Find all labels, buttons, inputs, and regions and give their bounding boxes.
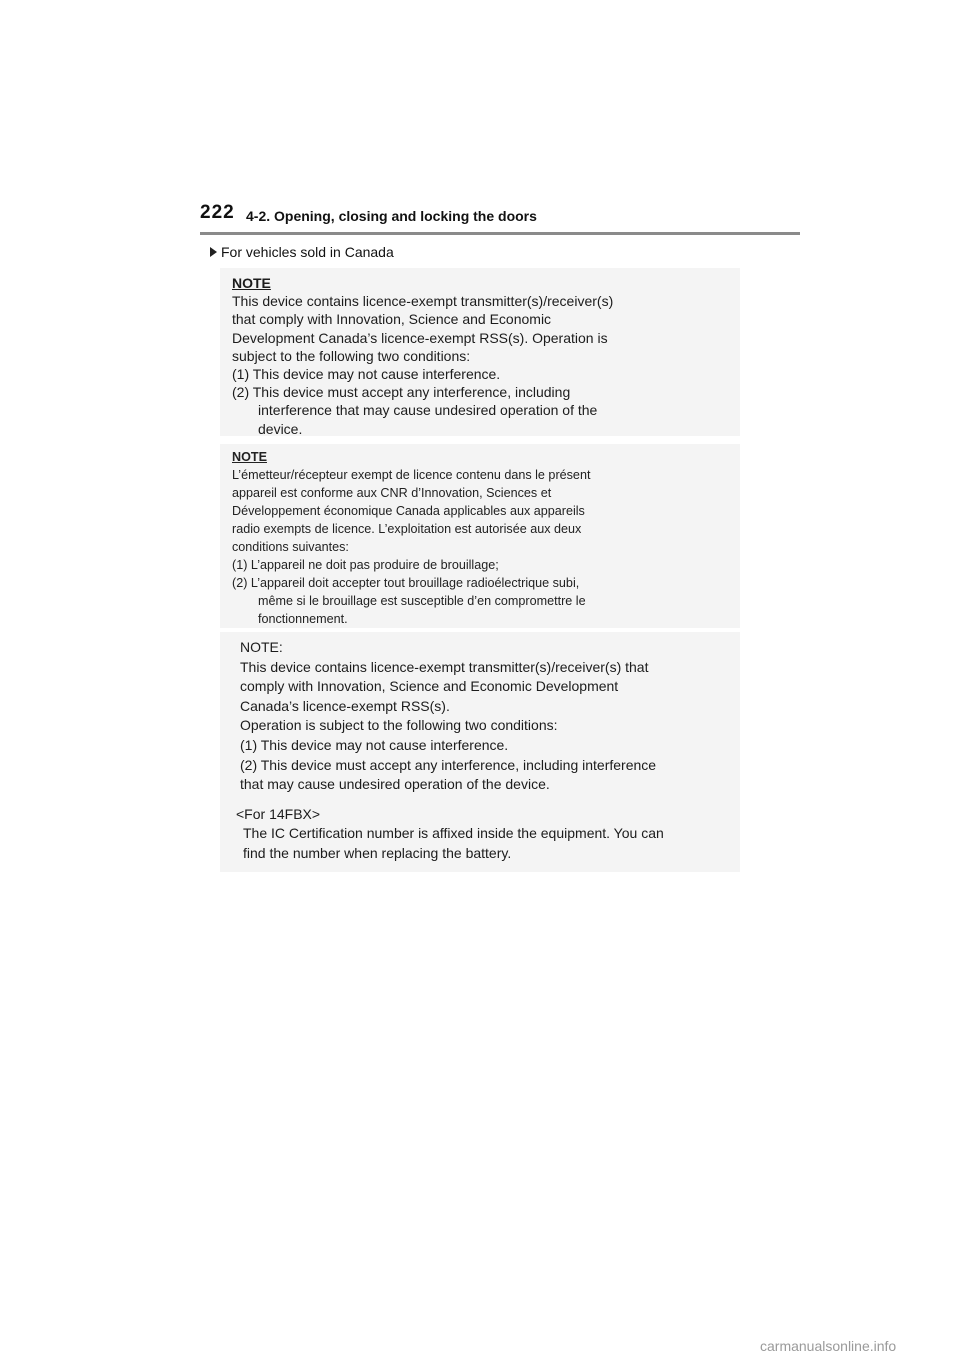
- notice-line: appareil est conforme aux CNR d’Innovation, Sciences et: [232, 486, 552, 500]
- watermark: carmanualsonline.info: [760, 1338, 897, 1354]
- triangle-right-icon: [210, 247, 217, 257]
- notice-line: (1) This device may not cause interference.: [232, 366, 501, 383]
- notice-english: [220, 268, 740, 436]
- notice-line: (2) This device must accept any interference, including interference: [240, 756, 657, 773]
- notice-line: L’émetteur/récepteur exempt de licence contenu dans le présent: [232, 468, 591, 482]
- notice-line: (1) L’appareil ne doit pas produire de brouillage;: [232, 558, 499, 572]
- notice-line: subject to the following two conditions:: [232, 347, 471, 364]
- notice-line: device.: [258, 420, 303, 437]
- notice-ic: [220, 632, 740, 872]
- notice-title: NOTE: [232, 450, 267, 464]
- notice-title: NOTE:: [240, 639, 283, 655]
- notice-line: Développement économique Canada applicables aux appareils: [232, 504, 585, 518]
- notice-line: (2) L’appareil doit accepter tout brouillage radioélectrique subi,: [232, 576, 580, 590]
- notice-line: This device contains licence-exempt transmitter(s)/receiver(s) that: [240, 658, 649, 675]
- notice-line: interference that may cause undesired operation of the: [258, 402, 598, 419]
- notice-title: NOTE: [232, 275, 271, 291]
- notice-line: that may cause undesired operation of the device.: [240, 776, 550, 793]
- subsection-label: For vehicles sold in Canada: [221, 244, 394, 260]
- ic-certification-line: The IC Certification number is affixed inside the equipment. You can: [243, 825, 664, 842]
- notice-line: Operation is subject to the following two conditions:: [240, 717, 558, 734]
- ic-certification-line: find the number when replacing the battery.: [243, 844, 512, 861]
- notice-line: (2) This device must accept any interference, including: [232, 384, 571, 401]
- notice-line: comply with Innovation, Science and Economic Development: [240, 678, 619, 695]
- notice-line: Canada’s licence-exempt RSS(s).: [240, 697, 450, 714]
- model-label: <For 14FBX>: [236, 805, 321, 822]
- section-title: 4-2. Opening, closing and locking the doors: [246, 208, 537, 224]
- page-number: 222: [200, 202, 235, 223]
- header-divider: [200, 232, 800, 235]
- subsection-heading: [210, 244, 394, 260]
- notice-line: fonctionnement.: [258, 612, 348, 626]
- notice-line: that comply with Innovation, Science and Economic: [232, 311, 552, 328]
- notice-line: Development Canada’s licence-exempt RSS(s). Operation is: [232, 329, 608, 346]
- notice-line: conditions suivantes:: [232, 540, 349, 554]
- notice-line: (1) This device may not cause interference.: [240, 736, 509, 753]
- notice-line: radio exempts de licence. L’exploitation est autorisée aux deux: [232, 522, 582, 536]
- notice-line: This device contains licence-exempt transmitter(s)/receiver(s): [232, 293, 614, 310]
- notice-line: même si le brouillage est susceptible d’en compromettre le: [258, 594, 586, 608]
- notice-french: [220, 444, 740, 628]
